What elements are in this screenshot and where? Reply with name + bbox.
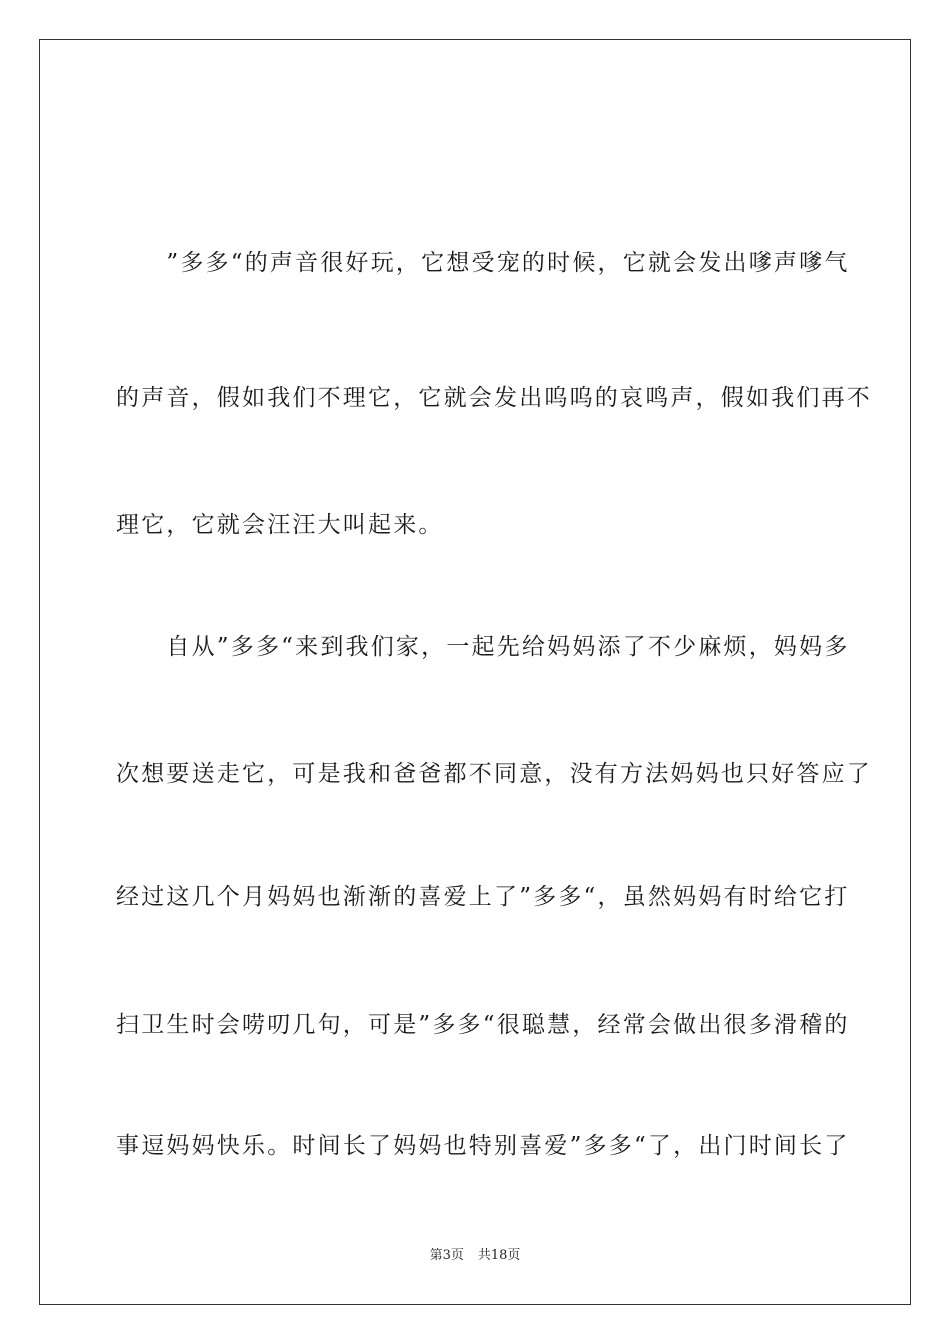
page-total: 共18页 (477, 1248, 521, 1263)
page-footer (0, 1247, 950, 1265)
text-line-6: 经过这几个月妈妈也渐渐的喜爱上了”多多“，虽然妈妈有时给它打 (116, 884, 850, 910)
text-line-4: 自从”多多“来到我们家，一起先给妈妈添了不少麻烦，妈妈多 (116, 634, 850, 660)
text-line-3: 理它，它就会汪汪大叫起来。 (116, 512, 444, 538)
page-number: 第3页 (429, 1248, 464, 1263)
text-line-2: 的声音，假如我们不理它，它就会发出呜呜的哀鸣声，假如我们再不 (116, 385, 872, 411)
text-line-8: 事逗妈妈快乐。时间长了妈妈也特别喜爱”多多“了，出门时间长了 (116, 1133, 850, 1159)
page-border (39, 39, 911, 1305)
text-line-5: 次想要送走它，可是我和爸爸都不同意，没有方法妈妈也只好答应了 (116, 761, 872, 787)
text-line-7: 扫卫生时会唠叨几句，可是”多多“很聪慧，经常会做出很多滑稽的 (116, 1012, 850, 1038)
text-line-1: ”多多“的声音很好玩，它想受宠的时候，它就会发出嗲声嗲气 (116, 250, 850, 276)
